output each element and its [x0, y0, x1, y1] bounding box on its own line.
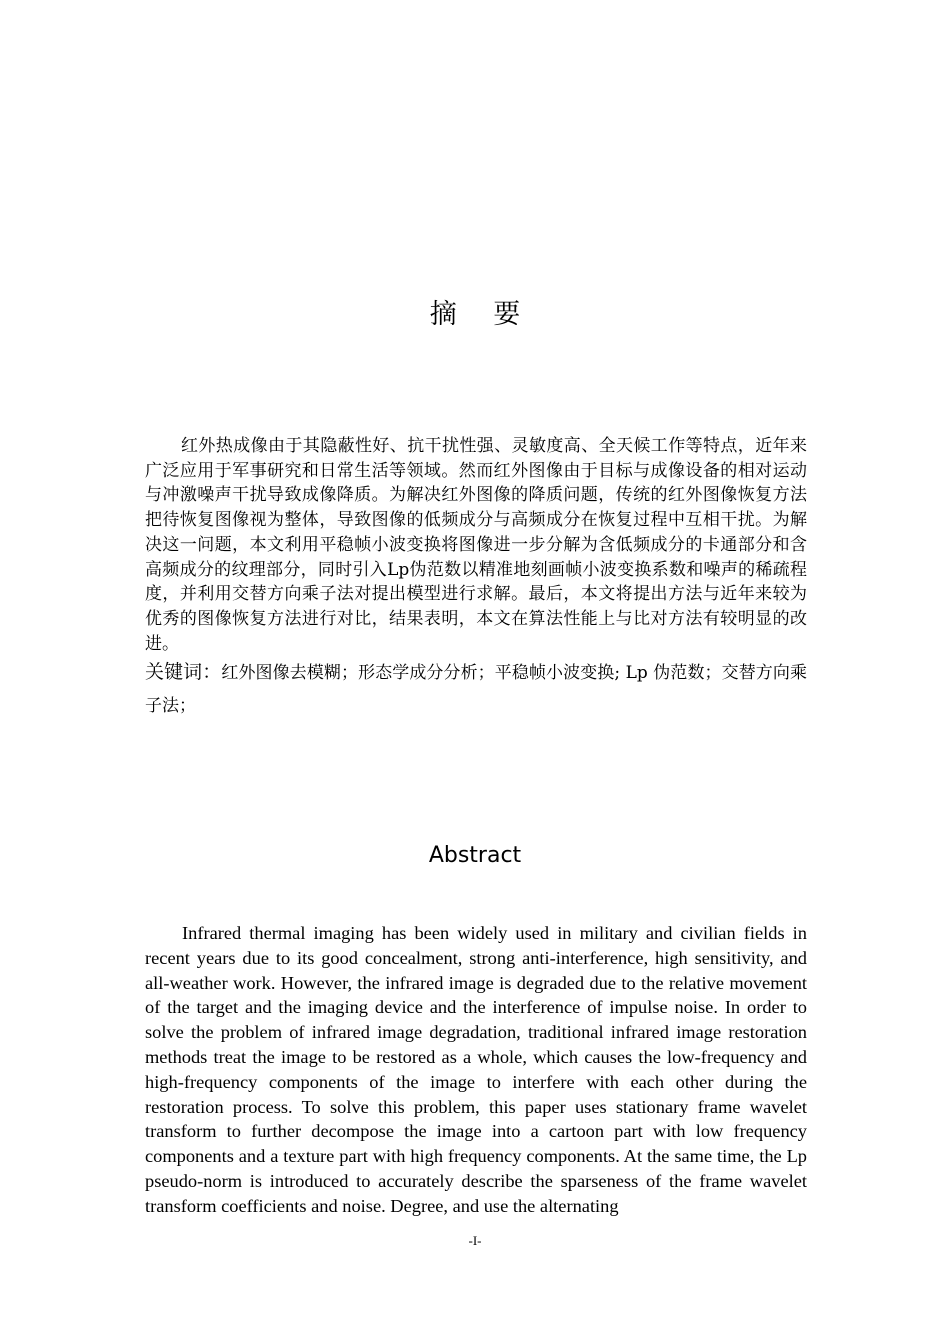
chinese-abstract-body: 红外热成像由于其隐蔽性好、抗干扰性强、灵敏度高、全天候工作等特点，近年来广泛应用于军事研究和日常生活等领域。然而红外图像由于目标与成像设备的相对运动与冲激噪声干扰导致成像降质。为解决红外图像的降质问题，传统的红外图像恢复方法把待恢复图像视为整体，导致图像的低频成分与高频成分在恢复过程中互相干扰。为解决这一问题，本文利用平稳帧小波变换将图像进一步分解为含低频成分的卡通部分和含高频成分的纹理部分，同时引入Lp伪范数以精准地刻画帧小波变换系数和噪声的稀疏程度，并利用交替方向乘子法对提出模型进行求解。最后，本文将提出方法与近年来较为优秀的图像恢复方法进行对比，结果表明，本文在算法性能上与比对方法有较明显的改进。	[145, 436, 807, 654]
chinese-abstract-title: 摘 要	[429, 299, 535, 330]
english-abstract-body: Infrared thermal imaging has been widely used in military and civilian fields in recent years due to its good concealment, strong anti-interference, high sensitivity, and all-weather work. However, the infrared image is degraded due to the relative movement of the target and the imaging device and the interference of impulse noise. In order to solve the problem of infrared image degradation, traditional infrared image restoration methods treat the image to be restored as a whole, which causes the low-frequency and high-frequency components of the image to interfere with each other during the restoration process. To solve this problem, this paper uses stationary frame wavelet transform to further decompose the image into a cartoon part with low frequency components and a texture part with high frequency components. At the same time, the Lp pseudo-norm is introduced to accurately describe the sparseness of the frame wavelet transform coefficients and noise. Degree, and use the alternating	[145, 923, 807, 1216]
keywords-label: 关键词：	[145, 661, 222, 684]
chinese-abstract-section	[145, 434, 807, 723]
english-abstract-title: Abstract	[428, 843, 522, 868]
keywords-list: 红外图像去模糊；形态学成分分析；平稳帧小波变换; Lp 伪范数；交替方向乘子法；	[145, 663, 807, 717]
page-number: -I-	[468, 1233, 482, 1248]
chinese-keywords	[145, 656, 807, 723]
